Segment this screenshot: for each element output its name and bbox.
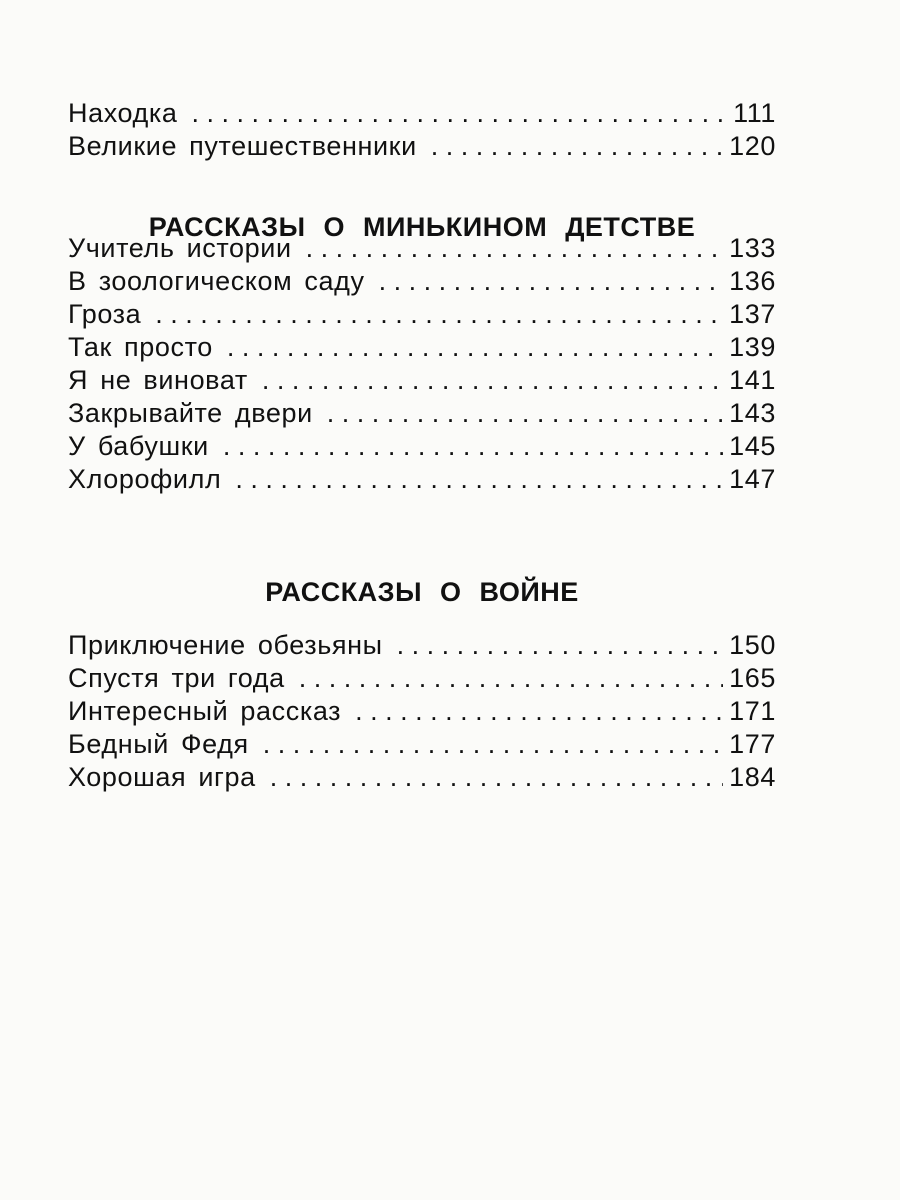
dot-leader <box>397 630 724 661</box>
entry-title: В зоологическом саду <box>68 266 365 296</box>
toc-section-list <box>68 233 776 497</box>
entry-page: 184 <box>729 762 776 792</box>
entry-page: 143 <box>729 398 776 428</box>
entry-title: Гроза <box>68 299 142 329</box>
entry-page: 147 <box>729 464 776 494</box>
entry-page: 136 <box>729 266 776 296</box>
entry-page: 171 <box>729 696 776 726</box>
toc-entry <box>68 762 776 795</box>
entry-title: Приключение обезьяны <box>68 630 383 660</box>
dot-leader <box>306 233 723 264</box>
toc-entry <box>68 431 776 464</box>
entry-title: У бабушки <box>68 431 209 461</box>
entry-title: Находка <box>68 98 178 128</box>
dot-leader <box>263 729 723 760</box>
dot-leader <box>355 696 723 727</box>
entry-title: Закрывайте двери <box>68 398 313 428</box>
dot-leader <box>192 98 728 129</box>
dot-leader <box>155 299 723 330</box>
toc-entry <box>68 98 776 131</box>
toc-entry <box>68 696 776 729</box>
toc-entry <box>68 233 776 266</box>
dot-leader <box>327 398 723 429</box>
toc-entry <box>68 630 776 663</box>
toc-entry <box>68 299 776 332</box>
dot-leader <box>262 365 723 396</box>
toc-section-list <box>68 630 776 795</box>
entry-title: Я не виноват <box>68 365 248 395</box>
entry-page: 120 <box>729 131 776 161</box>
dot-leader <box>235 464 723 495</box>
section-heading: РАССКАЗЫ О ВОЙНЕ <box>265 577 579 607</box>
toc-entry <box>68 332 776 365</box>
dot-leader <box>431 131 723 162</box>
dot-leader <box>299 663 723 694</box>
entry-page: 137 <box>729 299 776 329</box>
entry-title: Хлорофилл <box>68 464 222 494</box>
entry-page: 111 <box>733 98 776 128</box>
toc-entry <box>68 464 776 497</box>
entry-page: 145 <box>729 431 776 461</box>
dot-leader <box>223 431 723 462</box>
entry-title: Бедный Федя <box>68 729 249 759</box>
section-heading: РАССКАЗЫ О МИНЬКИНОМ ДЕТСТВЕ <box>148 212 696 242</box>
dot-leader <box>270 762 723 793</box>
dot-leader <box>379 266 724 297</box>
toc-entry <box>68 663 776 696</box>
entry-title: Интересный рассказ <box>68 696 342 726</box>
entry-title: Учитель истории <box>68 233 292 263</box>
entry-page: 133 <box>729 233 776 263</box>
entry-page: 165 <box>729 663 776 693</box>
entry-title: Великие путешественники <box>68 131 417 161</box>
entry-page: 150 <box>729 630 776 660</box>
toc-entry <box>68 729 776 762</box>
entry-page: 177 <box>729 729 776 759</box>
toc-entry <box>68 266 776 299</box>
entry-page: 139 <box>729 332 776 362</box>
entry-title: Хорошая игра <box>68 762 256 792</box>
toc-entry <box>68 365 776 398</box>
toc-entry <box>68 131 776 164</box>
entry-title: Спустя три года <box>68 663 285 693</box>
dot-leader <box>227 332 723 363</box>
toc-entry <box>68 398 776 431</box>
entry-title: Так просто <box>68 332 213 362</box>
entry-page: 141 <box>729 365 776 395</box>
toc-intro-list <box>68 98 776 164</box>
